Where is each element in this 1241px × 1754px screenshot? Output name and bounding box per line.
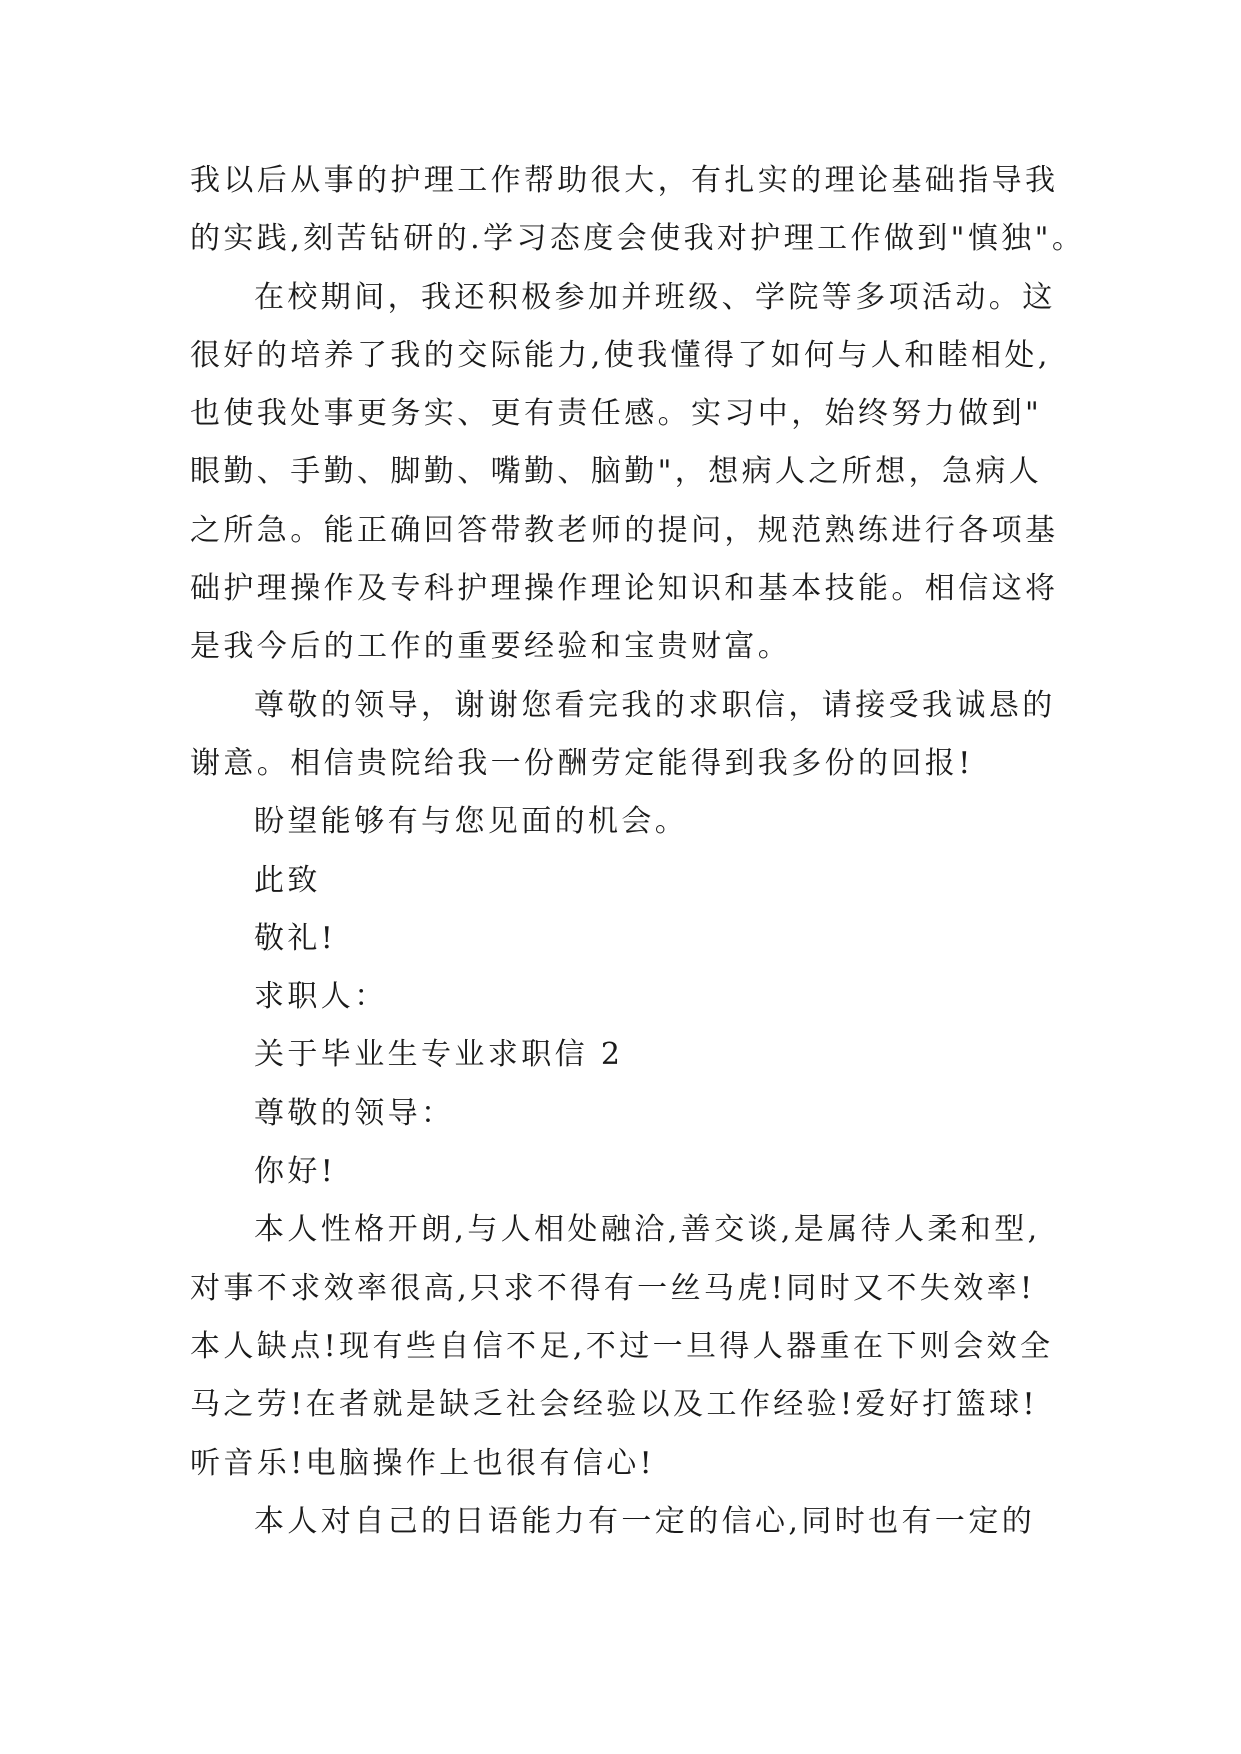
paragraph-thanks: [190, 677, 1056, 794]
text-line: 本人对自己的日语能力有一定的信心,同时也有一定的: [254, 1503, 1036, 1539]
paragraph-school-activities: [190, 269, 1059, 677]
paragraph-personality: [190, 1201, 1054, 1492]
text-line: 尊敬的领导，谢谢您看完我的求职信，请接受我诚恳的: [254, 687, 1056, 723]
text-line: 的实践,刻苦钻研的.学习态度会使我对护理工作做到"慎独"。: [190, 221, 1086, 257]
text-line: 马之劳!在者就是缺乏社会经验以及工作经验!爱好打篮球!: [190, 1387, 1038, 1423]
greeting-line: 尊敬的领导：: [254, 1095, 455, 1131]
text-line: 眼勤、手勤、脚勤、嘴勤、脑勤"，想病人之所想，急病人: [190, 454, 1043, 490]
text-line: 之所急。能正确回答带教老师的提问，规范熟练进行各项基: [190, 512, 1059, 548]
text-line: 我以后从事的护理工作帮助很大，有扎实的理论基础指导我: [190, 163, 1059, 198]
text-line: 本人性格开朗,与人相处融洽,善交谈,是属待人柔和型,: [254, 1212, 1041, 1248]
hello-line: 你好!: [254, 1154, 337, 1190]
document-page: [190, 152, 1086, 1551]
text-line: 谢意。相信贵院给我一份酬劳定能得到我多份的回报!: [190, 745, 974, 781]
paragraph-japanese-ability: [190, 1493, 1050, 1551]
regards-line: 敬礼!: [254, 920, 337, 956]
text-line: 础护理操作及专科护理操作理论知识和基本技能。相信这将: [190, 571, 1059, 607]
section-heading: 关于毕业生专业求职信 2: [254, 1037, 624, 1073]
text-line: 本人缺点!现有些自信不足,不过一旦得人器重在下则会效全: [190, 1328, 1054, 1364]
applicant-signature-label: 求职人：: [254, 979, 388, 1015]
text-line: 听音乐!电脑操作上也很有信心!: [190, 1445, 656, 1481]
text-line: 很好的培养了我的交际能力,使我懂得了如何与人和睦相处,: [190, 337, 1051, 373]
text-line: 也使我处事更务实、更有责任感。实习中，始终努力做到": [190, 396, 1043, 432]
text-line: 对事不求效率很高,只求不得有一丝马虎!同时又不失效率!: [190, 1270, 1036, 1306]
text-line: 在校期间，我还积极参加并班级、学院等多项活动。这: [254, 279, 1056, 315]
hope-to-meet-line: 盼望能够有与您见面的机会。: [254, 804, 689, 840]
paragraph-nursing-work: [190, 152, 1086, 269]
text-line: 是我今后的工作的重要经验和宝贵财富。: [190, 629, 792, 665]
closing-salutation: 此致: [254, 862, 321, 898]
